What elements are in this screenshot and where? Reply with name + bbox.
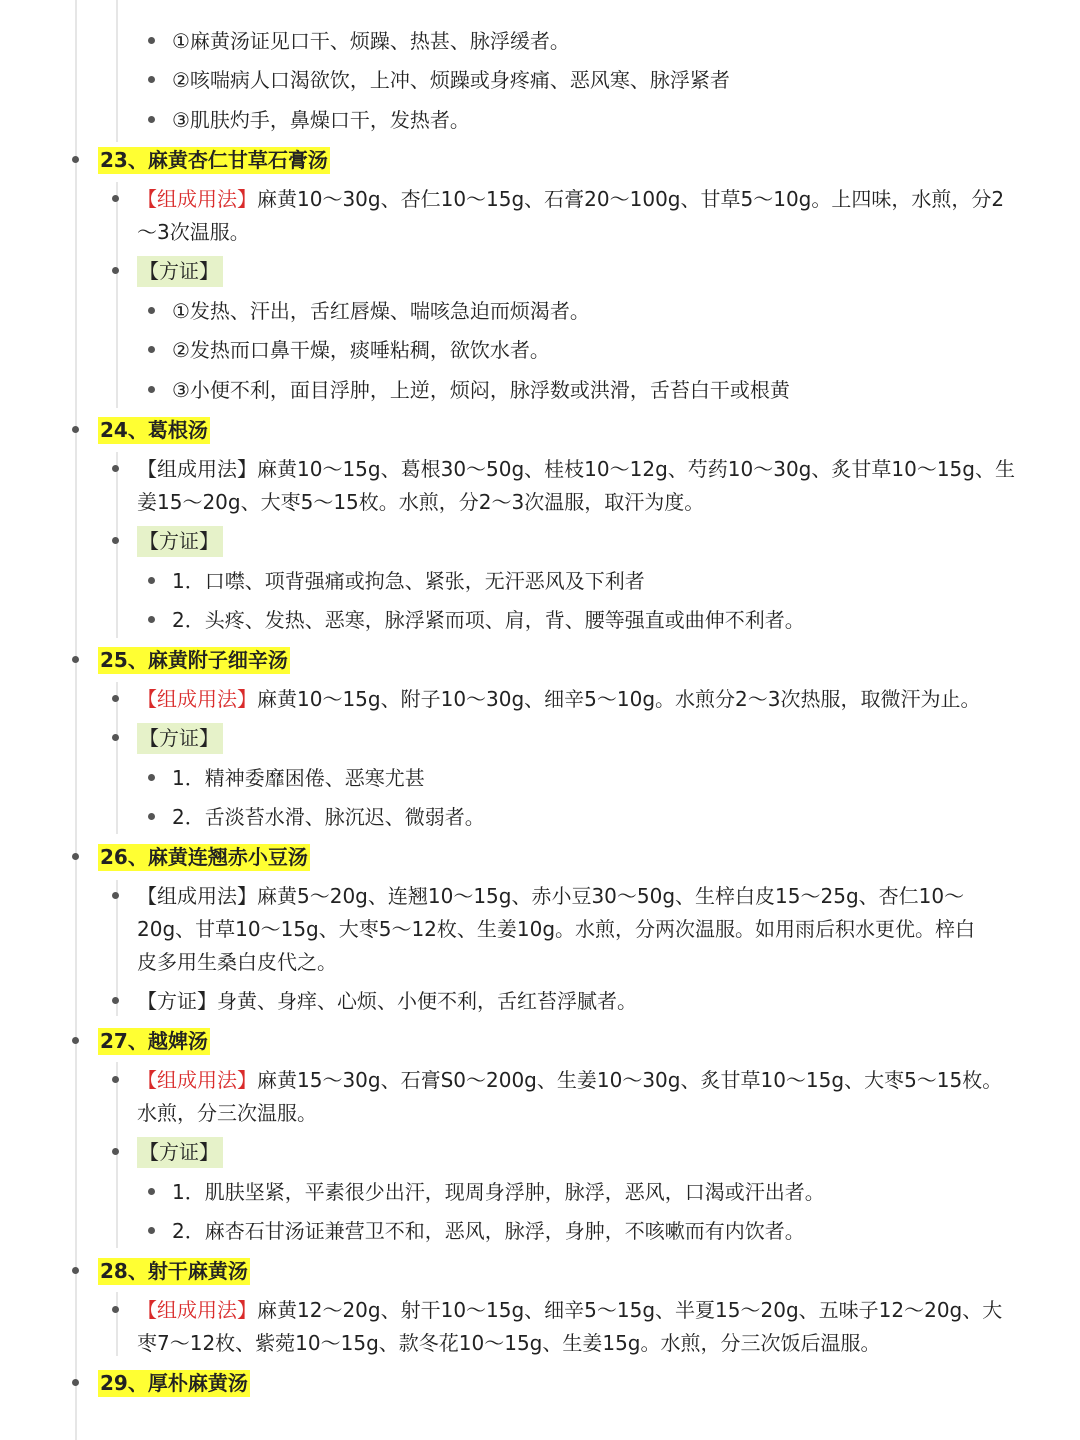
tree-line <box>116 682 118 834</box>
indication-line <box>137 987 637 1015</box>
tree-line <box>116 880 118 1016</box>
tree-line <box>116 1062 118 1248</box>
bullet <box>112 267 119 274</box>
indication-label: 【方证】 <box>137 1137 223 1168</box>
indication-item: 1．精神委靡困倦、恶寒尤甚 <box>172 766 425 790</box>
bullet <box>112 465 119 472</box>
composition-line <box>137 455 1015 483</box>
indication-item: ③肌肤灼手，鼻燥口干，发热者。 <box>172 108 470 132</box>
bullet <box>112 997 119 1004</box>
indication-item: ①麻黄汤证见口干、烦躁、热甚、脉浮缓者。 <box>172 29 570 53</box>
bullet <box>148 1227 155 1234</box>
formula-title: 28、射干麻黄汤 <box>100 1259 248 1283</box>
formula-heading <box>98 1257 250 1285</box>
tree-line <box>116 182 118 408</box>
formula-heading <box>98 416 210 444</box>
composition-label: 【组成用法】 <box>137 187 257 211</box>
indication-item: 2．头疼、发热、恶寒，脉浮紧而项、肩，背、腰等强直或曲伸不利者。 <box>172 608 805 632</box>
composition-line <box>137 882 964 910</box>
bullet <box>112 734 119 741</box>
indication-item: 2．麻杏石甘汤证兼营卫不和，恶风，脉浮，身肿，不咳嗽而有内饮者。 <box>172 1219 805 1243</box>
indication-item: ②发热而口鼻干燥，痰唾粘稠，欲饮水者。 <box>172 338 550 362</box>
composition-line <box>137 1066 1002 1094</box>
bullet <box>112 195 119 202</box>
formula-heading <box>98 1027 210 1055</box>
bullet <box>72 853 79 860</box>
bullet <box>112 537 119 544</box>
bullet <box>148 1188 155 1195</box>
composition-label: 【组成用法】 <box>137 884 257 908</box>
indication-heading <box>137 724 223 752</box>
bullet <box>148 774 155 781</box>
indication-item: ①发热、汗出，舌红唇燥、喘咳急迫而烦渴者。 <box>172 299 590 323</box>
indication-item: 1．口噤、项背强痛或拘急、紧张，无汗恶风及下利者 <box>172 569 645 593</box>
composition-line: ～3次温服。 <box>137 220 250 244</box>
bullet <box>72 1037 79 1044</box>
formula-title: 26、麻黄连翘赤小豆汤 <box>100 845 308 869</box>
formula-title: 27、越婢汤 <box>100 1029 208 1053</box>
composition-label: 【组成用法】 <box>137 687 257 711</box>
bullet <box>148 116 155 123</box>
indication-item: ③小便不利，面目浮肿，上逆，烦闷，脉浮数或洪滑，舌苔白干或根黄 <box>172 378 790 402</box>
formula-heading <box>98 1369 250 1397</box>
bullet <box>148 386 155 393</box>
bullet <box>112 892 119 899</box>
composition-text: 麻黄15～30g、石膏S0～200g、生姜10～30g、炙甘草10～15g、大枣5～15枚。 <box>257 1068 1003 1092</box>
bullet <box>148 577 155 584</box>
composition-line: 姜15～20g、大枣5～15枚。水煎，分2～3次温服，取汗为度。 <box>137 490 705 514</box>
indication-label: 【方证】 <box>137 723 223 754</box>
bullet <box>112 1148 119 1155</box>
bullet <box>72 426 79 433</box>
bullet <box>148 76 155 83</box>
bullet <box>72 1267 79 1274</box>
indication-text: 身黄、身痒、心烦、小便不利，舌红苔浮腻者。 <box>217 989 637 1013</box>
bullet <box>148 37 155 44</box>
formula-heading <box>98 843 310 871</box>
tree-line <box>116 1292 118 1356</box>
indication-item: 1．肌肤坚紧，平素很少出汗，现周身浮肿，脉浮，恶风，口渴或汗出者。 <box>172 1180 825 1204</box>
indication-heading <box>137 257 223 285</box>
composition-label: 【组成用法】 <box>137 1298 257 1322</box>
composition-text: 麻黄12～20g、射干10～15g、细辛5～15g、半夏15～20g、五味子12～20g、大 <box>257 1298 1003 1322</box>
bullet <box>148 346 155 353</box>
indication-item: 2．舌淡苔水滑、脉沉迟、微弱者。 <box>172 805 485 829</box>
bullet <box>148 616 155 623</box>
formula-title: 23、麻黄杏仁甘草石膏汤 <box>100 148 328 172</box>
formula-title: 29、厚朴麻黄汤 <box>100 1371 248 1395</box>
bullet <box>72 656 79 663</box>
composition-line: 皮多用生桑白皮代之。 <box>137 950 337 974</box>
tree-line <box>75 0 77 1440</box>
formula-title: 25、麻黄附子细辛汤 <box>100 648 288 672</box>
composition-label: 【组成用法】 <box>137 1068 257 1092</box>
composition-line <box>137 1296 1002 1324</box>
bullet <box>112 1076 119 1083</box>
tree-line <box>116 0 118 142</box>
composition-line: 水煎，分三次温服。 <box>137 1101 317 1125</box>
composition-line: 20g、甘草10～15g、大枣5～12枚、生姜10g。水煎，分两次温服。如用雨后积水更优。梓白 <box>137 917 976 941</box>
bullet <box>112 695 119 702</box>
composition-line: 枣7～12枚、紫菀10～15g、款冬花10～15g、生姜15g。水煎，分三次饭后温服。 <box>137 1331 881 1355</box>
bullet <box>72 156 79 163</box>
formula-title: 24、葛根汤 <box>100 418 208 442</box>
indication-heading <box>137 1138 223 1166</box>
bullet <box>112 1306 119 1313</box>
bullet <box>72 1379 79 1386</box>
composition-line <box>137 185 1004 213</box>
indication-item: ②咳喘病人口渴欲饮，上冲、烦躁或身疼痛、恶风寒、脉浮紧者 <box>172 68 730 92</box>
composition-text: 麻黄10～15g、附子10～30g、细辛5～10g。水煎分2～3次热服，取微汗为止。 <box>257 687 981 711</box>
composition-text: 麻黄10～15g、葛根30～50g、桂枝10～12g、芍药10～30g、炙甘草10～15g、生 <box>257 457 1015 481</box>
composition-line <box>137 685 981 713</box>
composition-text: 麻黄5～20g、连翘10～15g、赤小豆30～50g、生梓白皮15～25g、杏仁10～ <box>257 884 965 908</box>
tree-line <box>116 452 118 638</box>
composition-label: 【组成用法】 <box>137 457 257 481</box>
formula-heading <box>98 146 330 174</box>
formula-heading <box>98 646 290 674</box>
indication-label: 【方证】 <box>137 526 223 557</box>
bullet <box>148 307 155 314</box>
indication-label: 【方证】 <box>137 989 217 1013</box>
indication-heading <box>137 527 223 555</box>
bullet <box>148 813 155 820</box>
indication-label: 【方证】 <box>137 256 223 287</box>
composition-text: 麻黄10～30g、杏仁10～15g、石膏20～100g、甘草5～10g。上四味，水煎，分2 <box>257 187 1005 211</box>
